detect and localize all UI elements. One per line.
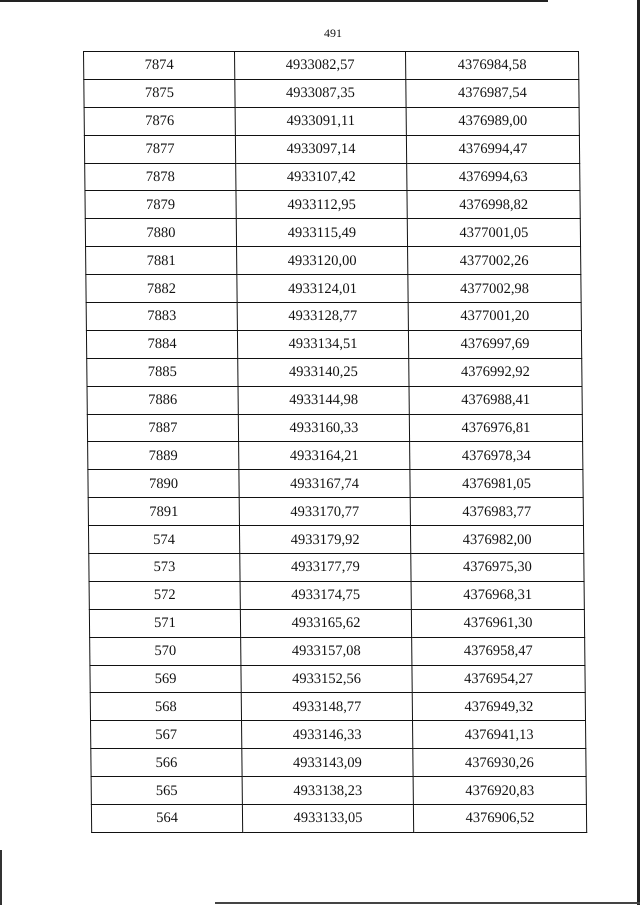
point-number-cell: 7886 [87, 386, 238, 414]
y-coordinate-cell: 4376941,13 [413, 721, 586, 749]
coordinates-table-body [84, 52, 587, 833]
point-number-cell: 7874 [84, 52, 235, 80]
y-coordinate-cell: 4376961,30 [411, 609, 584, 637]
y-coordinate-cell: 4376983,77 [410, 498, 583, 526]
point-number-cell: 7885 [87, 358, 238, 386]
y-coordinate-cell: 4376968,31 [411, 581, 584, 609]
y-coordinate-cell: 4376930,26 [413, 749, 586, 777]
x-coordinate-cell: 4933170,77 [239, 498, 410, 526]
x-coordinate-cell: 4933107,42 [236, 163, 407, 191]
table-row [85, 191, 580, 219]
y-coordinate-cell: 4376988,41 [409, 386, 582, 414]
y-coordinate-cell: 4376906,52 [413, 805, 586, 833]
point-number-cell: 573 [89, 554, 240, 582]
point-number-cell: 569 [90, 665, 241, 693]
table-row [89, 554, 584, 582]
x-coordinate-cell: 4933128,77 [237, 303, 408, 331]
y-coordinate-cell: 4376978,34 [410, 442, 583, 470]
point-number-cell: 7887 [87, 414, 238, 442]
y-coordinate-cell: 4377002,26 [408, 247, 581, 275]
x-coordinate-cell: 4933179,92 [239, 526, 410, 554]
table-row [91, 721, 586, 749]
point-number-cell: 7891 [88, 498, 239, 526]
point-number-cell: 574 [88, 526, 239, 554]
scan-edge-top [0, 0, 548, 2]
y-coordinate-cell: 4376992,92 [409, 358, 582, 386]
point-number-cell: 571 [89, 609, 240, 637]
coordinates-table [83, 51, 587, 833]
y-coordinate-cell: 4377001,05 [407, 219, 580, 247]
table-row [84, 107, 579, 135]
x-coordinate-cell: 4933134,51 [237, 330, 408, 358]
x-coordinate-cell: 4933120,00 [237, 247, 408, 275]
x-coordinate-cell: 4933164,21 [239, 442, 410, 470]
x-coordinate-cell: 4933146,33 [242, 721, 413, 749]
y-coordinate-cell: 4376987,54 [406, 79, 579, 107]
page-number: 491 [324, 26, 342, 40]
y-coordinate-cell: 4376997,69 [408, 330, 581, 358]
point-number-cell: 7876 [84, 107, 235, 135]
y-coordinate-cell: 4376994,47 [406, 135, 579, 163]
point-number-cell: 7878 [85, 163, 236, 191]
x-coordinate-cell: 4933082,57 [235, 52, 406, 80]
x-coordinate-cell: 4933138,23 [242, 777, 413, 805]
y-coordinate-cell: 4376984,58 [406, 52, 579, 80]
point-number-cell: 566 [91, 749, 242, 777]
table-row [88, 470, 583, 498]
point-number-cell: 7877 [84, 135, 235, 163]
table-row [87, 386, 582, 414]
point-number-cell: 7890 [88, 470, 239, 498]
table-row [86, 330, 581, 358]
point-number-cell: 568 [90, 693, 241, 721]
table-row [89, 581, 584, 609]
point-number-cell: 570 [90, 637, 241, 665]
table-row [89, 609, 584, 637]
point-number-cell: 572 [89, 581, 240, 609]
x-coordinate-cell: 4933143,09 [242, 749, 413, 777]
point-number-cell: 7882 [86, 275, 237, 303]
scan-edge-bottom [215, 902, 640, 904]
table-row [90, 665, 585, 693]
x-coordinate-cell: 4933160,33 [238, 414, 409, 442]
x-coordinate-cell: 4933091,11 [235, 107, 406, 135]
point-number-cell: 7880 [85, 219, 236, 247]
table-row [84, 135, 579, 163]
table-row [86, 303, 581, 331]
x-coordinate-cell: 4933115,49 [236, 219, 407, 247]
x-coordinate-cell: 4933124,01 [237, 275, 408, 303]
table-row [88, 498, 583, 526]
x-coordinate-cell: 4933165,62 [240, 609, 411, 637]
point-number-cell: 564 [91, 805, 242, 833]
table-row [87, 414, 582, 442]
point-number-cell: 7881 [86, 247, 237, 275]
y-coordinate-cell: 4377002,98 [408, 275, 581, 303]
point-number-cell: 7883 [86, 303, 237, 331]
x-coordinate-cell: 4933174,75 [240, 581, 411, 609]
point-number-cell: 7879 [85, 191, 236, 219]
y-coordinate-cell: 4376920,83 [413, 777, 586, 805]
table-row [84, 79, 579, 107]
x-coordinate-cell: 4933140,25 [238, 358, 409, 386]
x-coordinate-cell: 4933177,79 [240, 554, 411, 582]
table-row [88, 526, 583, 554]
x-coordinate-cell: 4933167,74 [239, 470, 410, 498]
x-coordinate-cell: 4933152,56 [241, 665, 412, 693]
y-coordinate-cell: 4376958,47 [412, 637, 585, 665]
y-coordinate-cell: 4376998,82 [407, 191, 580, 219]
y-coordinate-cell: 4376949,32 [412, 693, 585, 721]
y-coordinate-cell: 4376976,81 [409, 414, 582, 442]
x-coordinate-cell: 4933112,95 [236, 191, 407, 219]
table-row [91, 777, 586, 805]
y-coordinate-cell: 4376982,00 [410, 526, 583, 554]
y-coordinate-cell: 4376954,27 [412, 665, 585, 693]
table-row [90, 637, 585, 665]
table-row [86, 275, 581, 303]
table-row [90, 693, 585, 721]
x-coordinate-cell: 4933097,14 [235, 135, 406, 163]
table-row [85, 219, 580, 247]
point-number-cell: 565 [91, 777, 242, 805]
x-coordinate-cell: 4933144,98 [238, 386, 409, 414]
point-number-cell: 7875 [84, 79, 235, 107]
x-coordinate-cell: 4933087,35 [235, 79, 406, 107]
y-coordinate-cell: 4376981,05 [410, 470, 583, 498]
x-coordinate-cell: 4933157,08 [241, 637, 412, 665]
y-coordinate-cell: 4376994,63 [407, 163, 580, 191]
table-row [91, 749, 586, 777]
y-coordinate-cell: 4376989,00 [406, 107, 579, 135]
y-coordinate-cell: 4376975,30 [411, 554, 584, 582]
point-number-cell: 567 [91, 721, 242, 749]
table-row [84, 52, 579, 80]
table-row [85, 163, 580, 191]
x-coordinate-cell: 4933133,05 [242, 805, 413, 833]
table-row [88, 442, 583, 470]
scan-edge-left [0, 850, 2, 905]
y-coordinate-cell: 4377001,20 [408, 303, 581, 331]
table-row [86, 247, 581, 275]
x-coordinate-cell: 4933148,77 [241, 693, 412, 721]
table-row [87, 358, 582, 386]
point-number-cell: 7884 [86, 330, 237, 358]
table-row [91, 805, 586, 833]
point-number-cell: 7889 [88, 442, 239, 470]
